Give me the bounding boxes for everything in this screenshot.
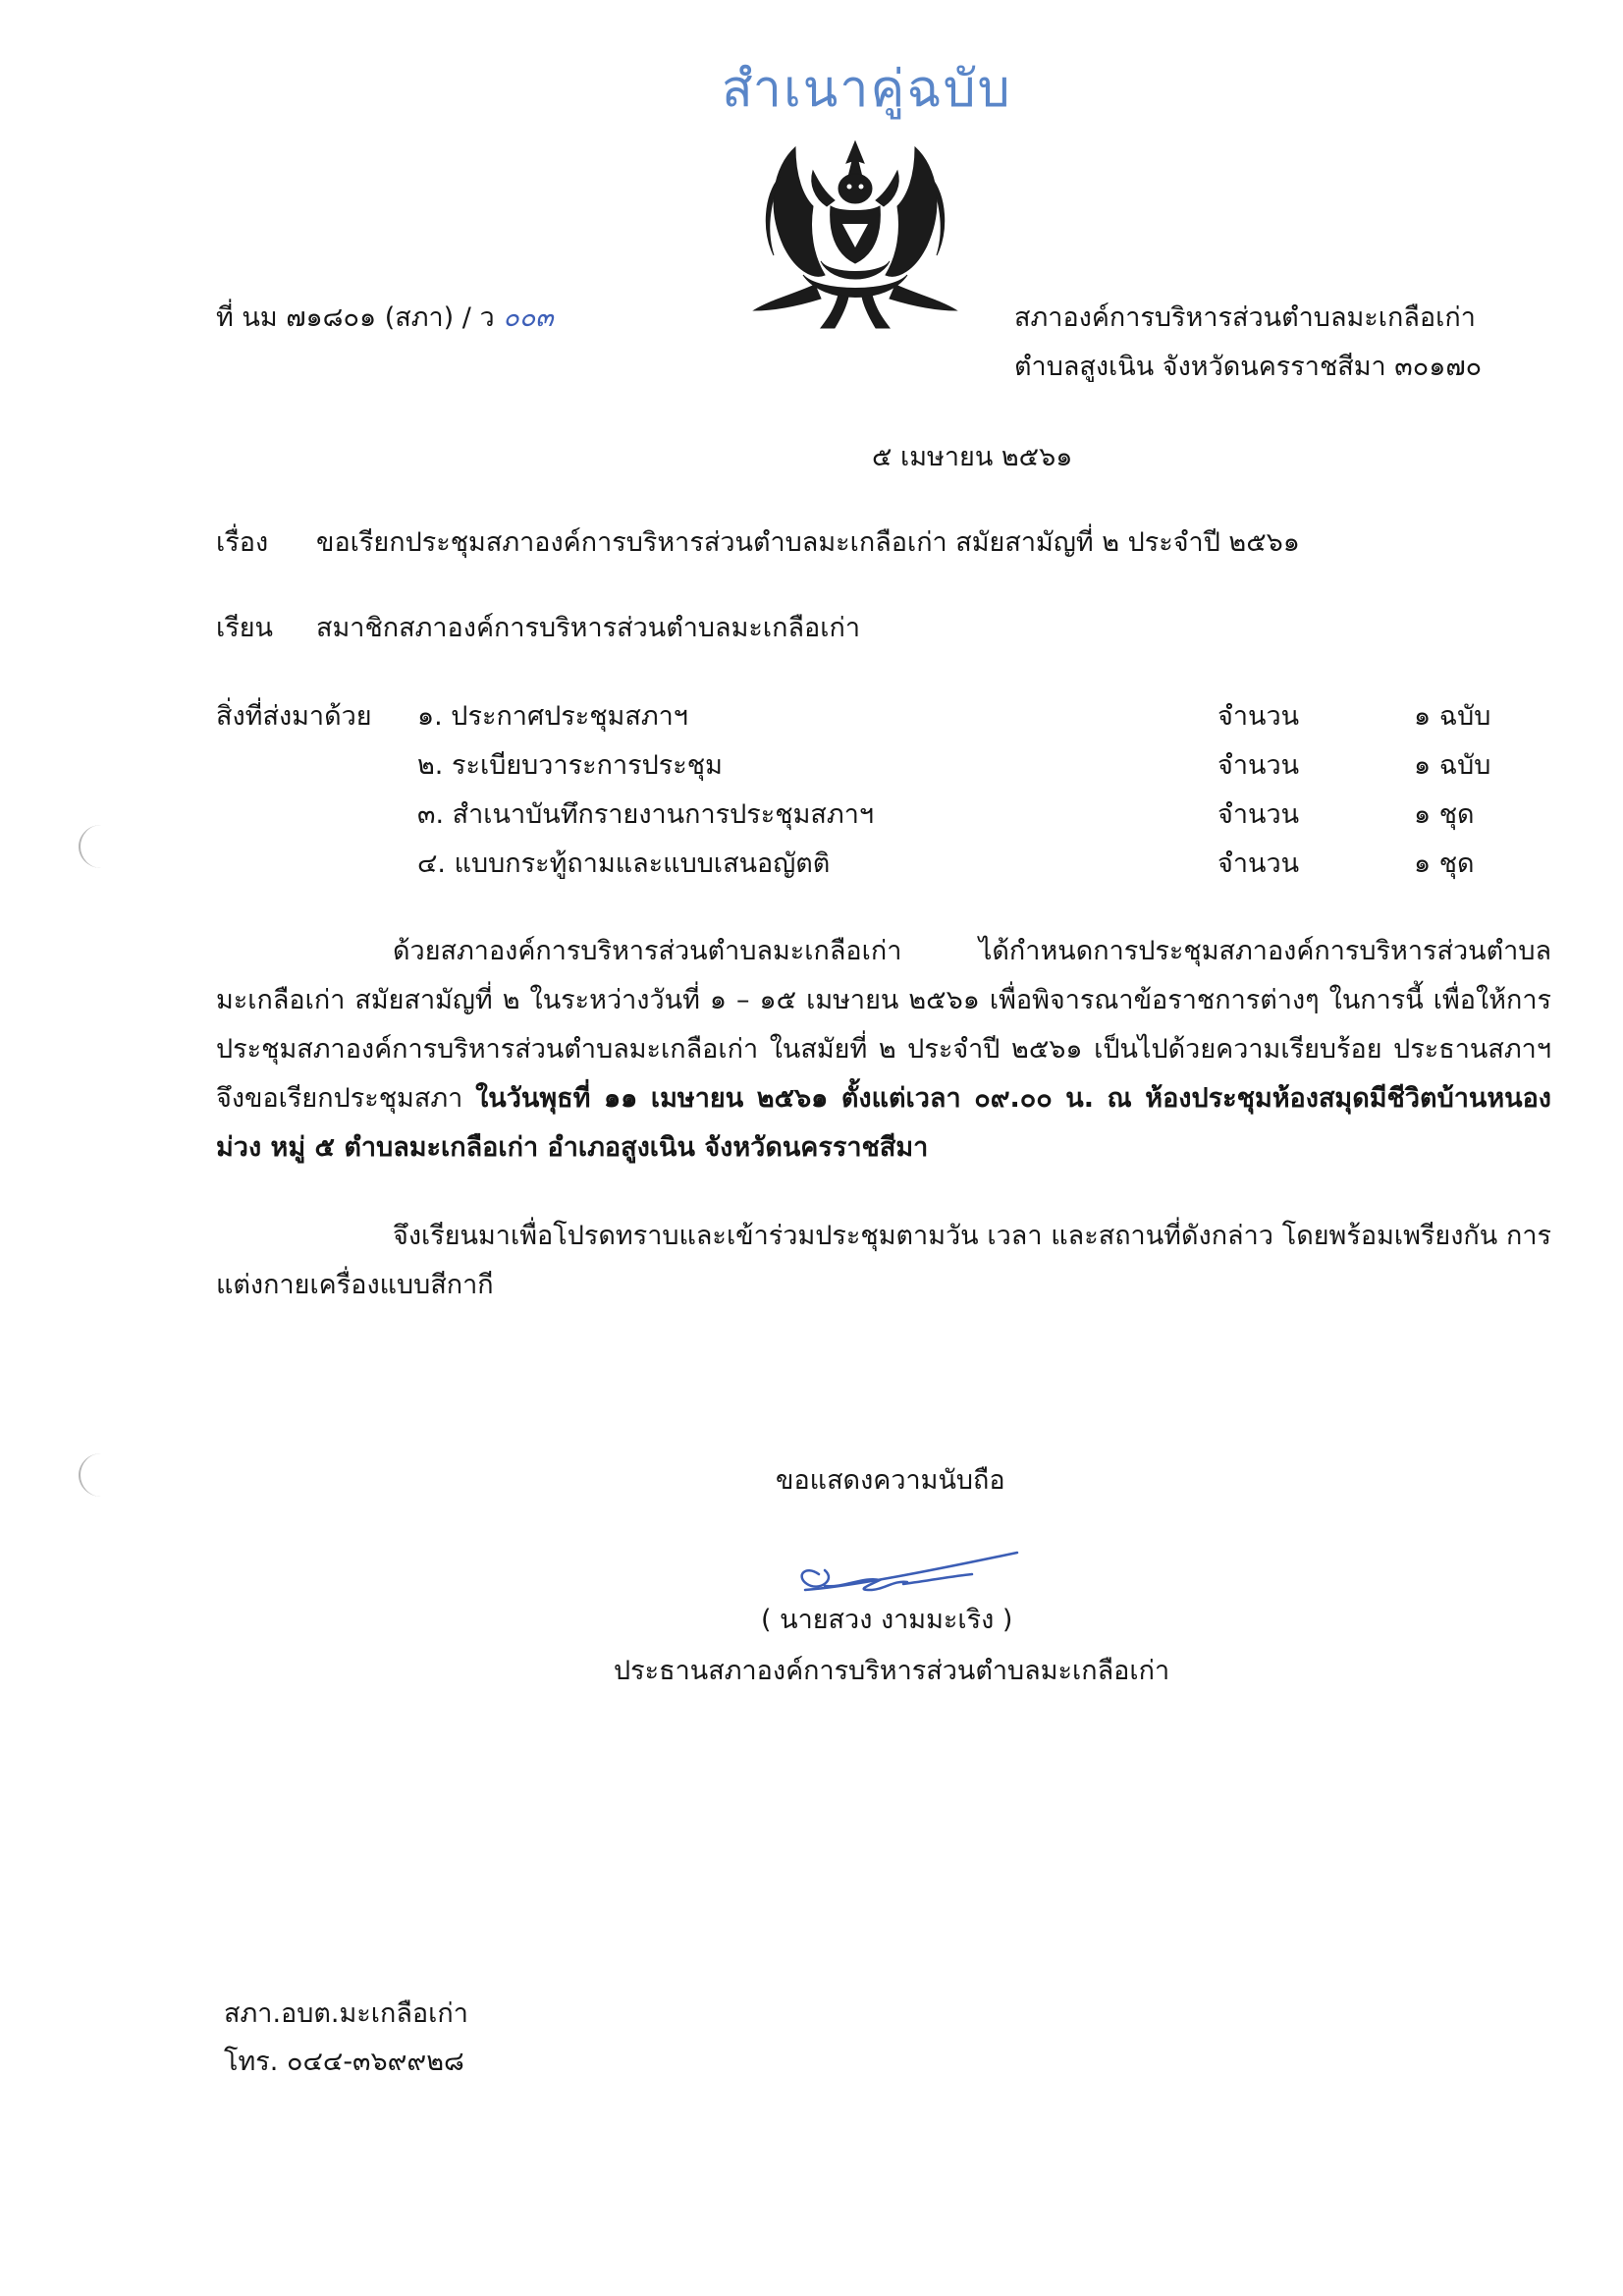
enclosure-qty-label: จำนวน xyxy=(1217,848,1300,879)
body-paragraph-2-text: จึงเรียนมาเพื่อโปรดทราบและเข้าร่วมประชุมตามวัน เวลา และสถานที่ดังกล่าว โดยพร้อมเพรียงกัน การแต่งกายเครื่องแบบสีกากี xyxy=(216,1221,1551,1300)
recipient-label: เรียน xyxy=(216,613,274,643)
garuda-emblem-icon xyxy=(744,137,966,330)
subject-label: เรื่อง xyxy=(216,527,269,558)
punch-hole-mark xyxy=(79,825,124,868)
enclosure-item xyxy=(417,699,1546,735)
footer-office: สภา.อบต.มะเกลือเก่า xyxy=(224,1998,468,2029)
enclosure-qty-label: จำนวน xyxy=(1217,750,1300,781)
enclosure-text: ๑. ประกาศประชุมสภาฯ xyxy=(417,701,688,732)
signer-name: ( นายสวง งามมะเริง ) xyxy=(761,1605,1013,1635)
enclosure-qty: ๑ ฉบับ xyxy=(1414,701,1491,732)
enclosure-qty-label: จำนวน xyxy=(1217,799,1300,830)
recipient-text: สมาชิกสภาองค์การบริหารส่วนตำบลมะเกลือเก่า xyxy=(316,613,860,643)
enclosure-item xyxy=(417,847,1546,882)
letter-date: ๕ เมษายน ๒๕๖๑ xyxy=(872,442,1073,472)
enclosure-text: ๔. แบบกระทู้ถามและแบบเสนอญัตติ xyxy=(417,848,831,879)
reference-number-line xyxy=(216,301,554,336)
enclosures-label: สิ่งที่ส่งมาด้วย xyxy=(216,701,372,732)
org-address: ตำบลสูงเนิน จังหวัดนครราชสีมา ๓๐๑๗๐ xyxy=(1014,352,1483,382)
closing-salutation: ขอแสดงความนับถือ xyxy=(776,1465,1005,1496)
org-name: สภาองค์การบริหารส่วนตำบลมะเกลือเก่า xyxy=(1014,302,1476,333)
reference-prefix: ที่ นม ๗๑๘๐๑ (สภา) / ว xyxy=(216,302,495,333)
copy-stamp: สำเนาคู่ฉบับ xyxy=(722,60,1012,119)
subject-text: ขอเรียกประชุมสภาองค์การบริหารส่วนตำบลมะเกลือเก่า สมัยสามัญที่ ๒ ประจำปี ๒๕๖๑ xyxy=(316,527,1300,558)
enclosure-text: ๓. สำเนาบันทึกรายงานการประชุมสภาฯ xyxy=(417,799,875,830)
meeting-details: ในวันพุธที่ ๑๑ เมษายน ๒๕๖๑ ตั้งแต่เวลา ๐๙.๐๐ น. ณ ห้องประชุมห้องสมุดมีชีวิตบ้านหนองม่วง หมู่ ๕ ตำบลมะเกลือเก่า อำเภอสูงเนิน จังหวัดนครราชสีมา xyxy=(216,1083,1551,1163)
body-paragraph-2 xyxy=(216,1212,1551,1310)
body-paragraph-1 xyxy=(216,927,1551,1173)
footer-phone: โทร. ๐๔๔-๓๖๙๙๒๘ xyxy=(224,2047,464,2077)
enclosure-qty: ๑ ฉบับ xyxy=(1414,750,1491,781)
enclosure-text: ๒. ระเบียบวาระการประชุม xyxy=(417,750,723,781)
signer-title: ประธานสภาองค์การบริหารส่วนตำบลมะเกลือเก่า xyxy=(614,1656,1170,1686)
enclosure-item xyxy=(417,748,1546,784)
punch-hole-mark xyxy=(79,1453,124,1497)
garuda-emblem xyxy=(744,137,966,330)
enclosure-qty: ๑ ชุด xyxy=(1414,799,1475,830)
enclosure-item xyxy=(417,797,1546,833)
body-paragraph-1-text: ด้วยสภาองค์การบริหารส่วนตำบลมะเกลือเก่า ได้กำหนดการประชุมสภาองค์การบริหารส่วนตำบลมะเกลือเก่า สมัยสามัญที่ ๒ ในระหว่างวันที่ ๑ – ๑๕ เมษายน ๒๕๖๑ เพื่อพิจารณาข้อราชการต่างๆ ในการนี้ เพื่อให้การประชุมสภาองค์การบริหารส่วนตำบลมะเกลือเก่า ในสมัยที่ ๒ ประจำปี ๒๕๖๑ เป็นไปด้วยความเรียบร้อย ประธานสภาฯ จึงขอเรียกประชุมสภา xyxy=(216,936,1551,1114)
enclosure-qty-label: จำนวน xyxy=(1217,701,1300,732)
enclosure-qty: ๑ ชุด xyxy=(1414,848,1475,879)
reference-number: ๐๐๓ xyxy=(503,302,554,333)
